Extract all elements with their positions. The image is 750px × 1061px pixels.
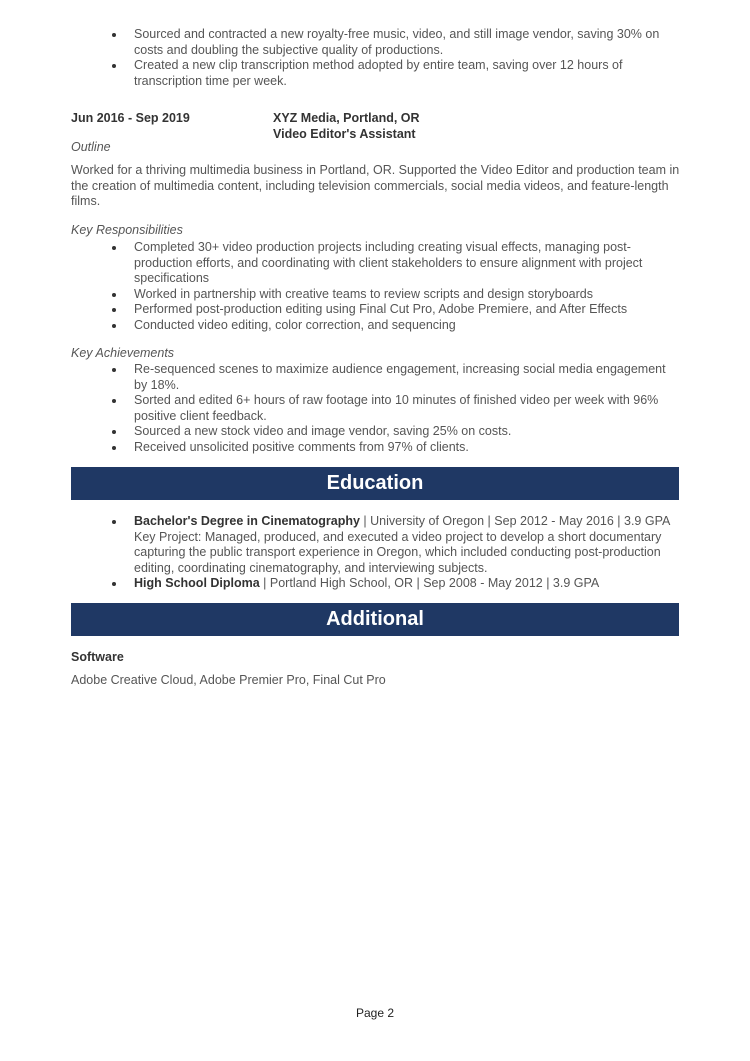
list-item [134, 576, 679, 592]
degree-name: High School Diploma [134, 576, 260, 590]
list-item [134, 514, 679, 576]
responsibilities-heading: Key Responsibilities [71, 223, 183, 237]
additional-section-header: Additional [71, 603, 679, 636]
list-item: Completed 30+ video production projects including creating visual effects, managing post-production efforts, and coordinating with client stakeholders to ensure alignment with project specifications [134, 240, 679, 287]
achievements-list [134, 362, 679, 455]
previous-job-bullets [134, 27, 679, 89]
list-item: Conducted video editing, color correction, and sequencing [134, 318, 679, 334]
list-item: Re-sequenced scenes to maximize audience engagement, increasing social media engagement by 18%. [134, 362, 679, 393]
list-item: Sourced a new stock video and image vendor, saving 25% on costs. [134, 424, 679, 440]
list-item: Worked in partnership with creative teams to review scripts and design storyboards [134, 287, 679, 303]
software-list: Adobe Creative Cloud, Adobe Premier Pro, Final Cut Pro [71, 673, 386, 687]
page-number: Page 2 [355, 1006, 395, 1020]
job-dates: Jun 2016 - Sep 2019 [71, 111, 190, 125]
education-list [134, 514, 679, 592]
achievements-heading: Key Achievements [71, 346, 175, 360]
outline-heading: Outline [71, 140, 111, 154]
list-item: Received unsolicited positive comments from 97% of clients. [134, 440, 679, 456]
list-item: Performed post-production editing using Final Cut Pro, Adobe Premiere, and After Effects [134, 302, 679, 318]
list-item: Created a new clip transcription method adopted by entire team, saving over 12 hours of transcription time per week. [134, 58, 679, 89]
list-item: Sourced and contracted a new royalty-free music, video, and still image vendor, saving 30% on costs and doubling the subjective quality of productions. [134, 27, 679, 58]
degree-details: | University of Oregon | Sep 2012 - May 2016 | 3.9 GPA [359, 514, 671, 528]
software-heading: Software [71, 650, 124, 664]
job-header [273, 111, 420, 142]
education-section-header: Education [71, 467, 679, 500]
outline-text: Worked for a thriving multimedia business in Portland, OR. Supported the Video Editor and production team in the creation of multimedia content, including television commercials, social media videos, and feature-length films. [71, 163, 680, 208]
degree-details: | Portland High School, OR | Sep 2008 - May 2012 | 3.9 GPA [259, 576, 600, 590]
list-item: Sorted and edited 6+ hours of raw footage into 10 minutes of finished video per week with 96% positive client feedback. [134, 393, 679, 424]
job-company: XYZ Media, Portland, OR [273, 111, 420, 125]
responsibilities-list [134, 240, 679, 333]
job-title: Video Editor's Assistant [273, 126, 416, 141]
degree-project: Key Project: Managed, produced, and executed a video project to develop a short documentary capturing the public transport experience in Oregon, which included conducting post-production editing, coordinating cinematography, and interviewing subjects. [134, 529, 662, 575]
degree-name: Bachelor's Degree in Cinematography [134, 514, 360, 528]
